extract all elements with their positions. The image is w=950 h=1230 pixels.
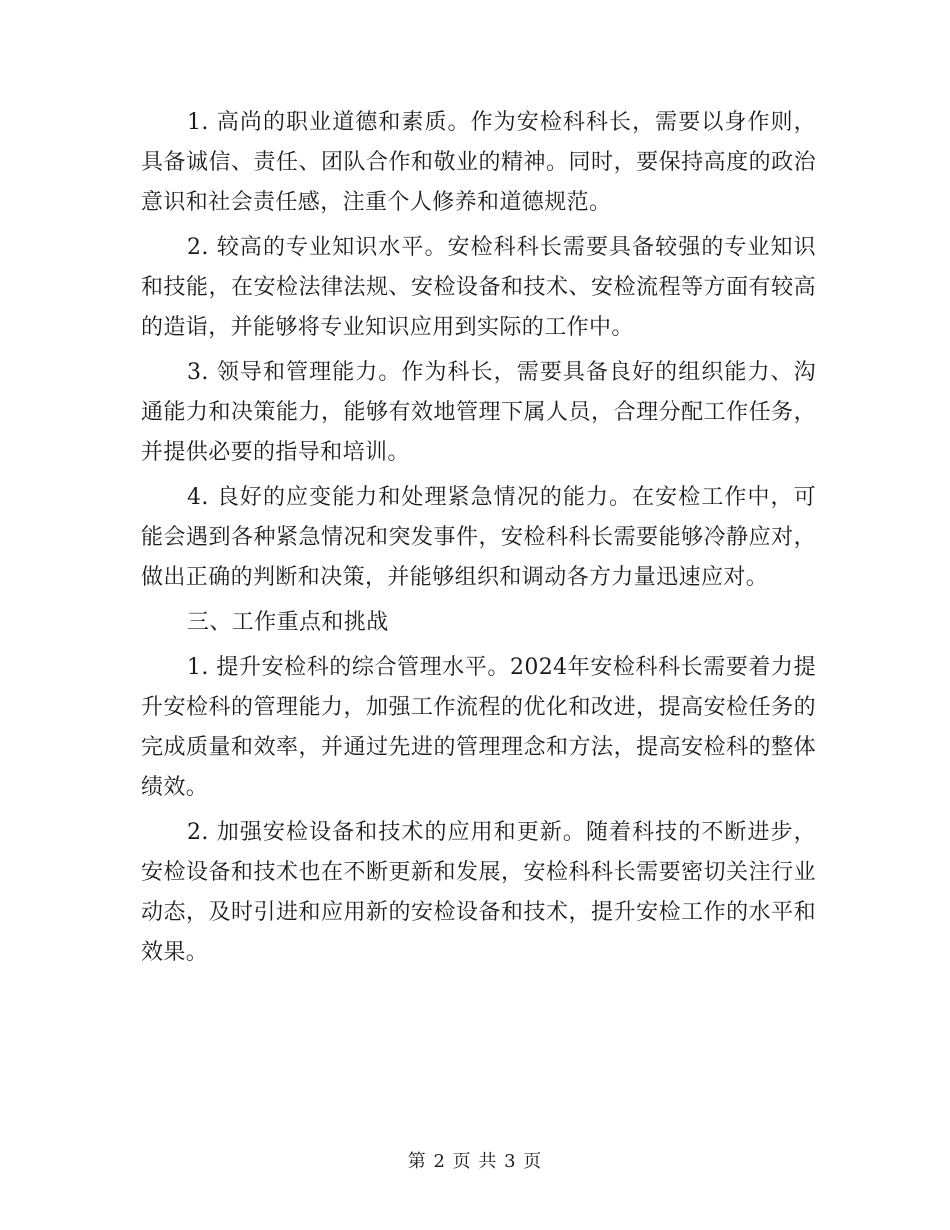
paragraph-requirement-leadership: 3. 领导和管理能力。作为科长，需要具备良好的组织能力、沟通能力和决策能力，能够有效地管理下属人员，合理分配工作任务，并提供必要的指导和培训。 [141,360,816,465]
page-number-footer: 第 2 页 共 3 页 [407,1151,543,1172]
paragraph-focus-management: 1. 提升安检科的综合管理水平。2024年安检科科长需要着力提升安检科的管理能力，加强工作流程的优化和改进，提高安检任务的完成质量和效率，并通过先进的管理理念和方法，提高安检科的整体绩效。 [141,655,816,800]
paragraph-requirement-emergency: 4. 良好的应变能力和处理紧急情况的能力。在安检工作中，可能会遇到各种紧急情况和突发事件，安检科科长需要能够冷静应对，做出正确的判断和决策，并能够组织和调动各方力量迅速应对。 [141,485,816,590]
paragraph-requirement-knowledge: 2. 较高的专业知识水平。安检科科长需要具备较强的专业知识和技能，在安检法律法规、安检设备和技术、安检流程等方面有较高的造诣，并能够将专业知识应用到实际的工作中。 [141,235,816,340]
paragraph-focus-equipment: 2. 加强安检设备和技术的应用和更新。随着科技的不断进步，安检设备和技术也在不断更新和发展，安检科科长需要密切关注行业动态，及时引进和应用新的安检设备和技术，提升安检工作的水平和效果。 [141,820,816,965]
paragraph-requirement-ethics: 1. 高尚的职业道德和素质。作为安检科科长，需要以身作则，具备诚信、责任、团队合作和敬业的精神。同时，要保持高度的政治意识和社会责任感，注重个人修养和道德规范。 [141,110,816,215]
document-body [141,103,816,978]
section-heading-focus-challenges: 三、工作重点和挑战 [187,610,389,635]
